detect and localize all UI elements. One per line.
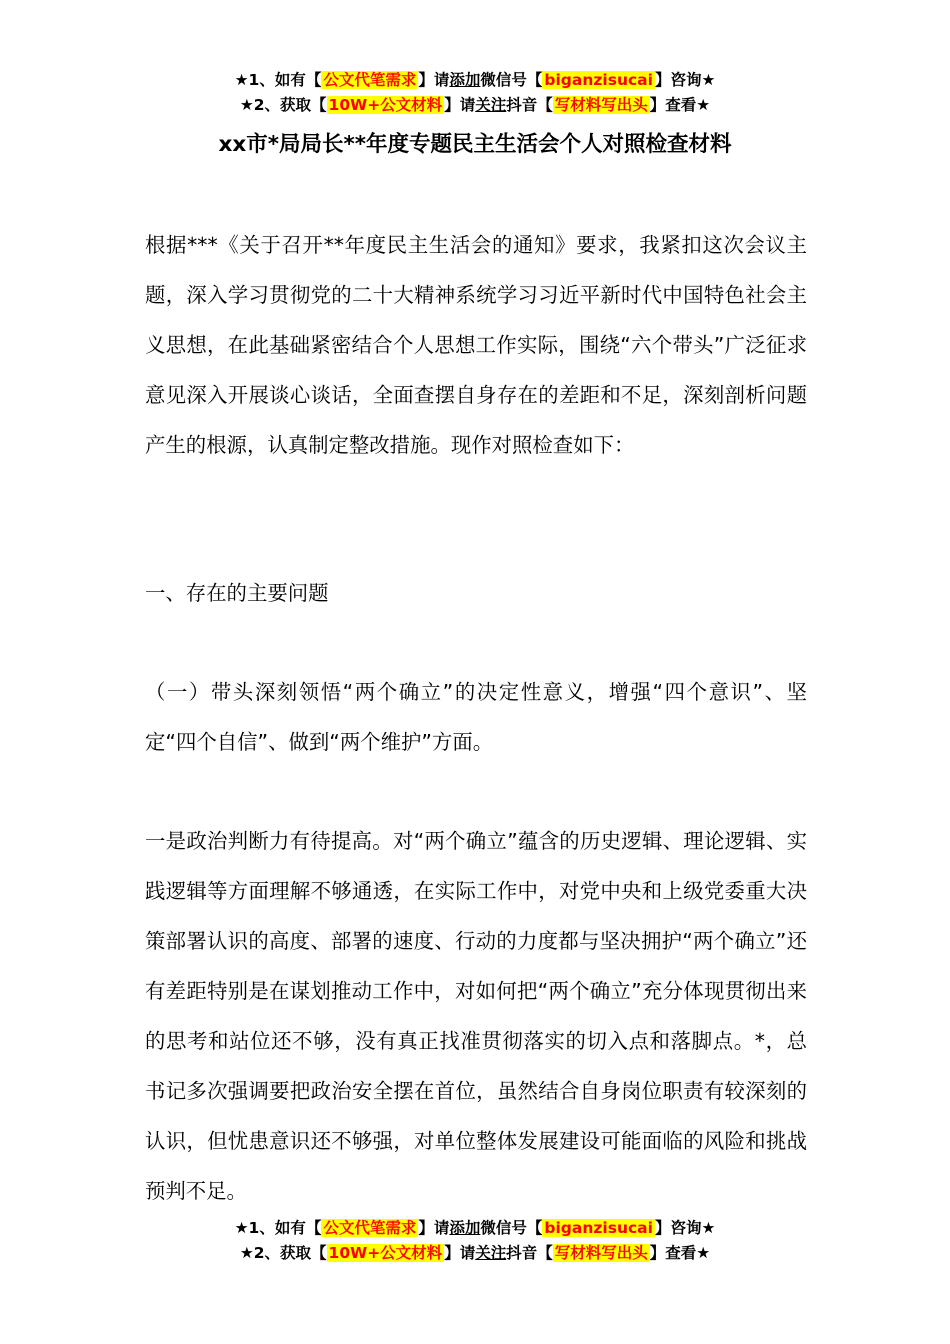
banner-line-2-mid-2: 抖音【 [506, 96, 553, 114]
banner-line-2 [0, 93, 950, 118]
footer-highlight-materials: 10W+公文材料 [328, 1244, 443, 1262]
footer-emphasis-add: 添加 [449, 1219, 481, 1237]
banner-line-2-suffix: 】查看★ [649, 96, 711, 114]
banner-highlight-douyin-id: 写材料写出头 [554, 96, 648, 114]
subsection-heading: （一）带头深刻领悟“两个确立”的决定性意义，增强“四个意识”、坚定“四个自信”、做到“两个维护”方面。 [145, 680, 807, 754]
banner-emphasis-follow: 关注 [475, 96, 507, 114]
banner-line-2-mid: 】请 [444, 96, 476, 114]
footer-highlight-wechat-id: biganzisucai [544, 1219, 653, 1237]
banner-line-1-prefix: ★1、如有【 [234, 71, 322, 89]
footer-highlight-service: 公文代笔需求 [323, 1219, 417, 1237]
footer-emphasis-follow: 关注 [475, 1244, 507, 1262]
banner-line-1-mid-2: 微信号【 [480, 71, 543, 89]
footer-line-1-prefix: ★1、如有【 [234, 1219, 322, 1237]
banner-highlight-service: 公文代笔需求 [323, 71, 417, 89]
footer-line-2-mid: 】请 [444, 1244, 476, 1262]
footer-line-2-suffix: 】查看★ [649, 1244, 711, 1262]
footer-banner [0, 1216, 950, 1266]
banner-line-1-mid: 】请 [418, 71, 450, 89]
banner-line-1 [0, 68, 950, 93]
footer-line-2-mid-2: 抖音【 [506, 1244, 553, 1262]
banner-highlight-materials: 10W+公文材料 [328, 96, 443, 114]
footer-highlight-douyin-id: 写材料写出头 [554, 1244, 648, 1262]
footer-banner-line-2 [0, 1241, 950, 1266]
document-title: xx市*局局长**年度专题民主生活会个人对照检查材料 [218, 132, 732, 157]
banner-emphasis-add: 添加 [449, 71, 481, 89]
intro-paragraph: 根据***《关于召开**年度民主生活会的通知》要求，我紧扣这次会议主题，深入学习贯彻党的二十大精神系统学习习近平新时代中国特色社会主义思想，在此基础紧密结合个人思想工作实际，围绕“六个带头”广泛征求意见深入开展谈心谈话，全面查摆自身存在的差距和不足，深刻剖析问题产生的根源，认真制定整改措施。现作对照检查如下： [145, 233, 807, 457]
banner-line-1-suffix: 】咨询★ [654, 71, 716, 89]
footer-line-1-mid: 】请 [418, 1219, 450, 1237]
footer-line-1-suffix: 】咨询★ [654, 1219, 716, 1237]
banner-highlight-wechat-id: biganzisucai [544, 71, 653, 89]
section-heading: 一、存在的主要问题 [145, 581, 329, 605]
body-paragraph: 一是政治判断力有待提高。对“两个确立”蕴含的历史逻辑、理论逻辑、实践逻辑等方面理解不够通透，在实际工作中，对党中央和上级党委重大决策部署认识的高度、部署的速度、行动的力度都与坚决拥护“两个确立”还有差距特别是在谋划推动工作中，对如何把“两个确立”充分体现贯彻出来的思考和站位还不够，没有真正找准贯彻落实的切入点和落脚点。*，总书记多次强调要把政治安全摆在首位，虽然结合自身岗位职责有较深刻的认识，但忧患意识还不够强，对单位整体发展建设可能面临的风险和挑战预判不足。 [145, 829, 807, 1203]
footer-banner-line-1 [0, 1216, 950, 1241]
header-banner [0, 68, 950, 118]
banner-line-2-prefix: ★2、获取【 [239, 96, 327, 114]
footer-line-1-mid-2: 微信号【 [480, 1219, 543, 1237]
footer-line-2-prefix: ★2、获取【 [239, 1244, 327, 1262]
